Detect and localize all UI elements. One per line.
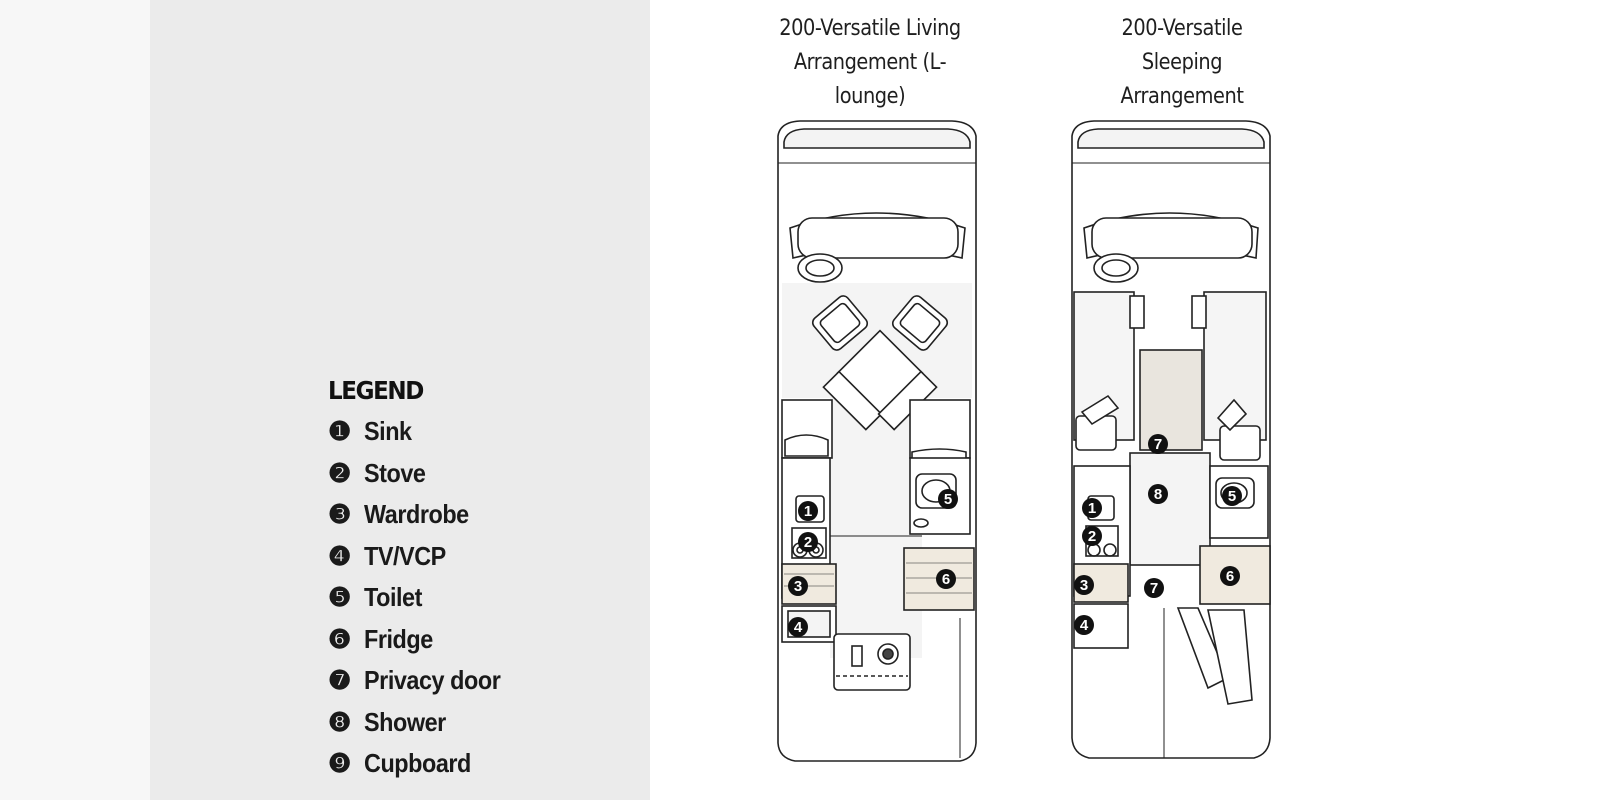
- plan-title-sleeping: [1078, 12, 1286, 114]
- marker-label: 6: [941, 571, 951, 588]
- legend-number: ❶: [328, 416, 351, 447]
- legend-label: Fridge: [364, 623, 433, 654]
- legend-item-stove: [328, 453, 516, 495]
- legend-label: Shower: [364, 706, 446, 737]
- plan-title-line: 200-Versatile: [1121, 16, 1243, 41]
- marker-label: 8: [1153, 486, 1163, 503]
- legend-number: ❻: [328, 623, 351, 654]
- legend-label: Wardrobe: [364, 499, 469, 530]
- marker-label: 5: [943, 491, 953, 508]
- legend-number: ❾: [328, 748, 351, 779]
- legend-item-tv-vcp: [328, 536, 516, 578]
- legend-item-wardrobe: [328, 494, 516, 536]
- marker-label: 1: [803, 503, 813, 520]
- legend-label: Privacy door: [364, 665, 501, 696]
- legend-label: Stove: [364, 457, 426, 488]
- marker-label: 3: [1079, 577, 1089, 594]
- legend-number: ❼: [328, 665, 351, 696]
- marker-label: 6: [1225, 568, 1235, 585]
- marker-label: 2: [1087, 528, 1097, 545]
- legend-number: ❸: [328, 499, 351, 530]
- legend-title: LEGEND: [328, 376, 424, 405]
- legend-number: ❷: [328, 457, 351, 488]
- plan-title-line: 200-Versatile Living: [779, 16, 961, 41]
- legend-item-privacy-door: [328, 660, 516, 702]
- legend-item-sink: [328, 411, 516, 453]
- legend-item-fridge: [328, 619, 516, 661]
- plan-title-living: [766, 12, 974, 114]
- legend-label: TV/VCP: [364, 540, 446, 571]
- marker-label: 4: [1079, 617, 1089, 634]
- legend-item-shower: [328, 702, 516, 744]
- marker-label: 4: [793, 619, 803, 636]
- marker-label: 7: [1153, 436, 1163, 453]
- legend-label: Toilet: [364, 582, 422, 613]
- marker-label: 3: [793, 578, 803, 595]
- floorplan-living-drawing: [770, 118, 985, 766]
- legend-label: Sink: [364, 416, 412, 447]
- legend: [328, 376, 516, 785]
- legend-label: Cupboard: [364, 748, 471, 779]
- legend-item-toilet: [328, 577, 516, 619]
- floorplan-living: [770, 118, 985, 766]
- legend-number: ❹: [328, 540, 351, 571]
- marker-label: 1: [1087, 500, 1097, 517]
- floorplan-sleeping: [1068, 118, 1283, 766]
- marker-label: 5: [1227, 488, 1237, 505]
- plan-title-line: Sleeping Arrangement: [1120, 50, 1244, 109]
- legend-item-cupboard: [328, 743, 516, 785]
- legend-number: ❺: [328, 582, 351, 613]
- legend-list: [328, 411, 516, 785]
- marker-label: 7: [1149, 580, 1159, 597]
- legend-number: ❽: [328, 706, 351, 737]
- plan-title-line: Arrangement (L-lounge): [793, 50, 947, 109]
- floorplan-sleeping-drawing: [1068, 118, 1283, 766]
- marker-label: 2: [803, 534, 813, 551]
